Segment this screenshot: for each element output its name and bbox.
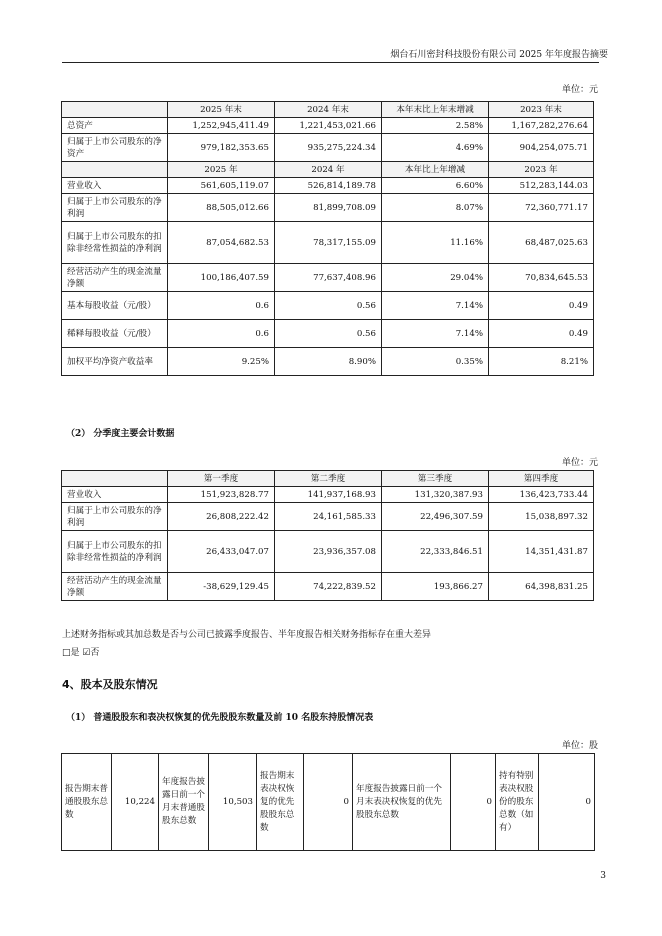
value-cell: 8.07%: [382, 194, 489, 222]
value-cell: 100,186,407.59: [168, 264, 275, 292]
header-cell: 本年比上年增减: [382, 162, 489, 178]
value-cell: 29.04%: [382, 264, 489, 292]
value-cell: 1,252,945,411.49: [168, 118, 275, 134]
value-cell: 512,283,144.03: [489, 178, 594, 194]
header-cell: [62, 162, 168, 178]
value-cell: 81,899,708.09: [275, 194, 382, 222]
header-cell: 2024 年末: [275, 102, 382, 118]
table-row: [62, 118, 594, 134]
row-label: 加权平均净资产收益率: [62, 348, 168, 376]
label-cell: 持有特别表决权股份的股东总数（如有）: [496, 754, 539, 851]
quarterly-table: [61, 470, 594, 601]
table-header-row: [62, 471, 594, 487]
value-cell: 0.49: [489, 292, 594, 320]
value-cell: 7.14%: [382, 320, 489, 348]
row-label: 归属于上市公司股东的扣除非经常性损益的净利润: [62, 531, 168, 573]
row-label: 营业收入: [62, 487, 168, 503]
table-row: [62, 264, 594, 292]
table-row: [62, 222, 594, 264]
value-cell: 0.6: [168, 292, 275, 320]
value-cell: 10,503: [209, 754, 257, 851]
row-label: 总资产: [62, 118, 168, 134]
value-cell: 64,398,831.25: [489, 573, 594, 601]
header-cell: 本年末比上年末增减: [382, 102, 489, 118]
value-cell: 22,496,307.59: [382, 503, 489, 531]
header-cell: 第一季度: [168, 471, 275, 487]
shareholder-count-table: [61, 753, 595, 851]
value-cell: 8.90%: [275, 348, 382, 376]
table-row: [62, 503, 594, 531]
section-subtitle-shareholders: （1） 普通股股东和表决权恢复的优先股股东数量及前 10 名股东持股情况表: [66, 713, 374, 723]
label-cell: 报告期末表决权恢复的优先股股东总数: [257, 754, 304, 851]
row-label: 经营活动产生的现金流量净额: [62, 573, 168, 601]
value-cell: 78,317,155.09: [275, 222, 382, 264]
value-cell: 0: [539, 754, 595, 851]
main-financial-table: [61, 101, 594, 376]
value-cell: 0.6: [168, 320, 275, 348]
section-heading-shareholders: 4、股本及股东情况: [62, 678, 158, 691]
value-cell: 979,182,353.65: [168, 134, 275, 162]
table-row: [62, 487, 594, 503]
value-cell: 11.16%: [382, 222, 489, 264]
header-cell: 2025 年末: [168, 102, 275, 118]
unit-label: 单位：股: [561, 741, 598, 751]
value-cell: 70,834,645.53: [489, 264, 594, 292]
table-row: [62, 292, 594, 320]
value-cell: 0: [451, 754, 496, 851]
header-cell: [62, 471, 168, 487]
value-cell: 26,808,222.42: [168, 503, 275, 531]
value-cell: 141,937,168.93: [275, 487, 382, 503]
value-cell: 0: [304, 754, 353, 851]
header-rule: [62, 62, 599, 63]
row-label: 营业收入: [62, 178, 168, 194]
row-label: 基本每股收益（元/股）: [62, 292, 168, 320]
row-label: 经营活动产生的现金流量净额: [62, 264, 168, 292]
value-cell: 74,222,839.52: [275, 573, 382, 601]
yes-no-choice: □是 ☑否: [62, 648, 100, 658]
value-cell: 0.49: [489, 320, 594, 348]
disclosure-note: 上述财务指标或其加总数是否与公司已披露季度报告、半年度报告相关财务指标存在重大差异: [62, 630, 432, 640]
value-cell: 88,505,012.66: [168, 194, 275, 222]
header-cell: 第二季度: [275, 471, 382, 487]
value-cell: 68,487,025.63: [489, 222, 594, 264]
value-cell: 2.58%: [382, 118, 489, 134]
value-cell: 4.69%: [382, 134, 489, 162]
page-number: 3: [600, 871, 606, 881]
value-cell: 22,333,846.51: [382, 531, 489, 573]
row-label: 稀释每股收益（元/股）: [62, 320, 168, 348]
header-cell: 2025 年: [168, 162, 275, 178]
unit-label: 单位：元: [561, 85, 598, 95]
value-cell: 0.56: [275, 292, 382, 320]
value-cell: 193,866.27: [382, 573, 489, 601]
value-cell: 14,351,431.87: [489, 531, 594, 573]
table-row: [62, 754, 595, 851]
value-cell: 0.56: [275, 320, 382, 348]
value-cell: 131,320,387.93: [382, 487, 489, 503]
row-label: 归属于上市公司股东的净利润: [62, 503, 168, 531]
table-row: [62, 178, 594, 194]
label-cell: 报告期末普通股股东总数: [62, 754, 112, 851]
value-cell: 1,221,453,021.66: [275, 118, 382, 134]
value-cell: 9.25%: [168, 348, 275, 376]
table-header-row: [62, 102, 594, 118]
value-cell: 87,054,682.53: [168, 222, 275, 264]
value-cell: 77,637,408.96: [275, 264, 382, 292]
label-cell: 年度报告披露日前一个月末表决权恢复的优先股股东总数: [353, 754, 451, 851]
value-cell: 10,224: [112, 754, 159, 851]
value-cell: 23,936,357.08: [275, 531, 382, 573]
table-row: [62, 134, 594, 162]
value-cell: 136,423,733.44: [489, 487, 594, 503]
value-cell: -38,629,129.45: [168, 573, 275, 601]
header-cell: 2023 年: [489, 162, 594, 178]
table-row: [62, 573, 594, 601]
value-cell: 1,167,282,276.64: [489, 118, 594, 134]
header-cell: 第四季度: [489, 471, 594, 487]
header-cell: [62, 102, 168, 118]
table-row: [62, 531, 594, 573]
table-row: [62, 348, 594, 376]
value-cell: 24,161,585.33: [275, 503, 382, 531]
value-cell: 6.60%: [382, 178, 489, 194]
table-row: [62, 320, 594, 348]
value-cell: 526,814,189.78: [275, 178, 382, 194]
report-header: 烟台石川密封科技股份有限公司 2025 年年度报告摘要: [390, 50, 608, 60]
table-row: [62, 194, 594, 222]
header-cell: 2023 年末: [489, 102, 594, 118]
value-cell: 935,275,224.34: [275, 134, 382, 162]
value-cell: 151,923,828.77: [168, 487, 275, 503]
table-header-row: [62, 162, 594, 178]
value-cell: 7.14%: [382, 292, 489, 320]
value-cell: 0.35%: [382, 348, 489, 376]
value-cell: 561,605,119.07: [168, 178, 275, 194]
value-cell: 26,433,047.07: [168, 531, 275, 573]
row-label: 归属于上市公司股东的扣除非经常性损益的净利润: [62, 222, 168, 264]
unit-label: 单位：元: [561, 458, 598, 468]
value-cell: 904,254,075.71: [489, 134, 594, 162]
label-cell: 年度报告披露日前一个月末普通股股东总数: [159, 754, 209, 851]
header-cell: 2024 年: [275, 162, 382, 178]
value-cell: 72,360,771.17: [489, 194, 594, 222]
section-subtitle-quarterly: （2） 分季度主要会计数据: [66, 429, 175, 439]
row-label: 归属于上市公司股东的净利润: [62, 194, 168, 222]
value-cell: 8.21%: [489, 348, 594, 376]
value-cell: 15,038,897.32: [489, 503, 594, 531]
header-cell: 第三季度: [382, 471, 489, 487]
row-label: 归属于上市公司股东的净资产: [62, 134, 168, 162]
